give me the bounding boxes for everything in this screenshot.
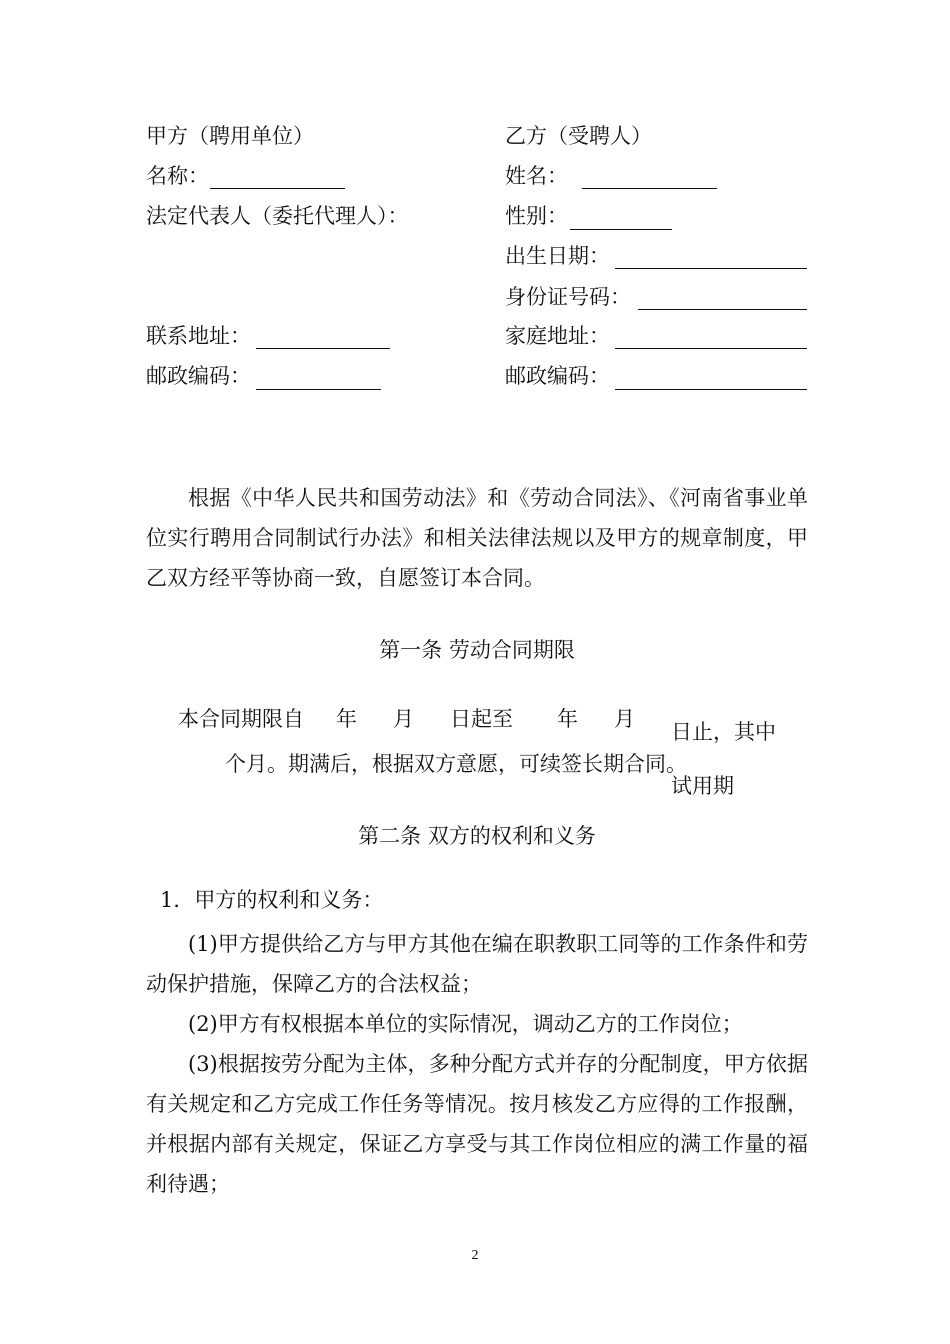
party-a-address-label: 联系地址： bbox=[146, 324, 251, 348]
term-text-year-1: 年 bbox=[336, 707, 357, 731]
article-2-subheading: 1．甲方的权利和义务： bbox=[160, 888, 384, 912]
party-a-address-field[interactable] bbox=[256, 348, 390, 349]
article-2-title: 第二条 双方的权利和义务 bbox=[358, 824, 596, 848]
party-a-heading: 甲方（聘用单位） bbox=[146, 124, 314, 148]
party-a-name-label: 名称： bbox=[146, 164, 209, 188]
party-b-postcode-label: 邮政编码： bbox=[505, 364, 610, 388]
party-a-postcode-field[interactable] bbox=[256, 389, 381, 390]
party-b-address-field[interactable] bbox=[615, 348, 807, 349]
party-b-heading: 乙方（受聘人） bbox=[505, 124, 652, 148]
party-b-name-field[interactable] bbox=[582, 188, 717, 189]
term-text-day-until: 日起至 bbox=[450, 707, 513, 731]
article-2-item-1: (1)甲方提供给乙方与甲方其他在编在职教职工同等的工作条件和劳动保护措施，保障乙方的合法权益； bbox=[146, 932, 808, 996]
party-a-name-field[interactable] bbox=[210, 188, 345, 189]
party-b-gender-label: 性别： bbox=[505, 204, 568, 228]
party-a-postcode-label: 邮政编码： bbox=[146, 364, 251, 388]
party-b-name-label: 姓名： bbox=[505, 164, 568, 188]
intro-paragraph: 根据《中华人民共和国劳动法》和《劳动合同法》、《河南省事业单位实行聘用合同制试行办法》和相关法律法规以及甲方的规章制度，甲乙双方经平等协商一致，自愿签订本合同。 bbox=[146, 486, 808, 590]
article-2-item-3: (3)根据按劳分配为主体，多种分配方式并存的分配制度，甲方依据有关规定和乙方完成工作任务等情况。按月核发乙方应得的工作报酬，并根据内部有关规定，保证乙方享受与其工作岗位相应的满工作量的福利待遇； bbox=[146, 1052, 808, 1196]
article-2-item-2: (2)甲方有权根据本单位的实际情况，调动乙方的工作岗位； bbox=[188, 1012, 743, 1036]
term-text-month-2: 月 bbox=[614, 707, 635, 731]
party-b-gender-field[interactable] bbox=[570, 229, 672, 230]
term-text-renewal: 个月。期满后，根据双方意愿，可续签长期合同。 bbox=[225, 752, 687, 776]
term-text-year-2: 年 bbox=[557, 707, 578, 731]
party-b-id-field[interactable] bbox=[638, 309, 807, 310]
term-text-probation: 日止，其中试用期 bbox=[671, 720, 776, 798]
party-b-postcode-field[interactable] bbox=[615, 389, 807, 390]
party-b-id-label: 身份证号码： bbox=[505, 285, 631, 309]
article-1-title: 第一条 劳动合同期限 bbox=[379, 638, 575, 662]
party-b-birth-label: 出生日期： bbox=[505, 244, 610, 268]
party-a-legal-rep-label: 法定代表人（委托代理人）： bbox=[146, 204, 409, 228]
term-text-month-1: 月 bbox=[393, 707, 414, 731]
party-b-address-label: 家庭地址： bbox=[505, 324, 610, 348]
party-b-birth-field[interactable] bbox=[615, 268, 807, 269]
page-number: 2 bbox=[471, 1248, 479, 1263]
term-text-start: 本合同期限自 bbox=[178, 707, 304, 731]
